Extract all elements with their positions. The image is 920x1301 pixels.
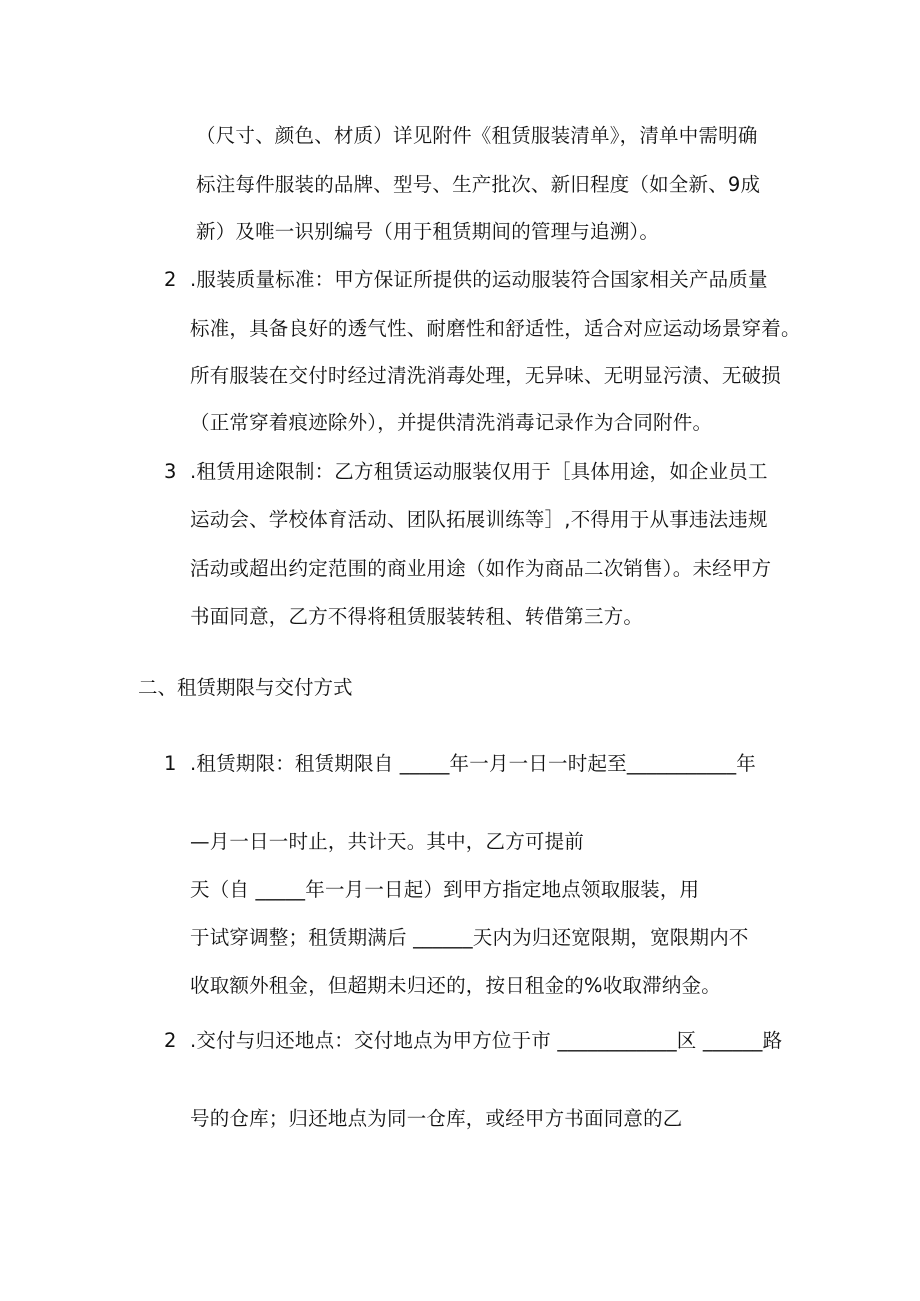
s2-item1-line4: 于试穿调整；租赁期满后 ______天内为归还宽限期，宽限期内不 [190,926,749,949]
s2-item1-line5: 收取额外租金，但超期未归还的，按日租金的%收取滞纳金。 [190,974,721,997]
item2-number: 2 [164,268,177,291]
item1-line2: 标注每件服装的品牌、型号、生产批次、新旧程度（如全新、9成 [196,173,761,196]
s2-item1-line1: .租赁期限：租赁期限自 _____年一月一日一时起至___________年 [190,752,756,775]
item1-line1: （尺寸、颜色、材质）详见附件《租赁服装清单》，清单中需明确 [196,124,758,147]
item3-line4: 书面同意，乙方不得将租赁服装转租、转借第三方。 [190,605,644,628]
item3-number: 3 [164,460,177,483]
s2-item2-number: 2 [164,1029,177,1052]
item2-line2: 标准，具备良好的透气性、耐磨性和舒适性，适合对应运动场景穿着。 [190,317,801,340]
item1-line3: 新）及唯一识别编号（用于租赁期间的管理与追溯）。 [196,220,660,243]
s2-item1-line2: —月一日一时止，共计天。其中，乙方可提前 [190,830,585,853]
item3-line2: 运动会、学校体育活动、团队拓展训练等］,不得用于从事违法违规 [190,508,768,531]
s2-item2-line2: 号的仓库；归还地点为同一仓库，或经甲方书面同意的乙 [190,1107,683,1130]
s2-item2-line1: .交付与归还地点：交付地点为甲方位于市 ____________区 ______路 [190,1029,783,1052]
section2-heading: 二、租赁期限与交付方式 [138,676,353,699]
item2-line1: .服装质量标准：甲方保证所提供的运动服装符合国家相关产品质量 [190,268,768,291]
item3-line3: 活动或超出约定范围的商业用途（如作为商品二次销售）。未经甲方 [190,557,772,580]
item3-line1: .租赁用途限制：乙方租赁运动服装仅用于［具体用途，如企业员工 [190,460,768,483]
s2-item1-line3: 天（自 _____年一月一日起）到甲方指定地点领取服装，用 [190,878,700,901]
s2-item1-number: 1 [164,752,177,775]
item2-line4: （正常穿着痕迹除外），并提供清洗消毒记录作为合同附件。 [190,411,713,434]
item2-line3: 所有服装在交付时经过清洗消毒处理，无异味、无明显污渍、无破损 [190,364,782,387]
